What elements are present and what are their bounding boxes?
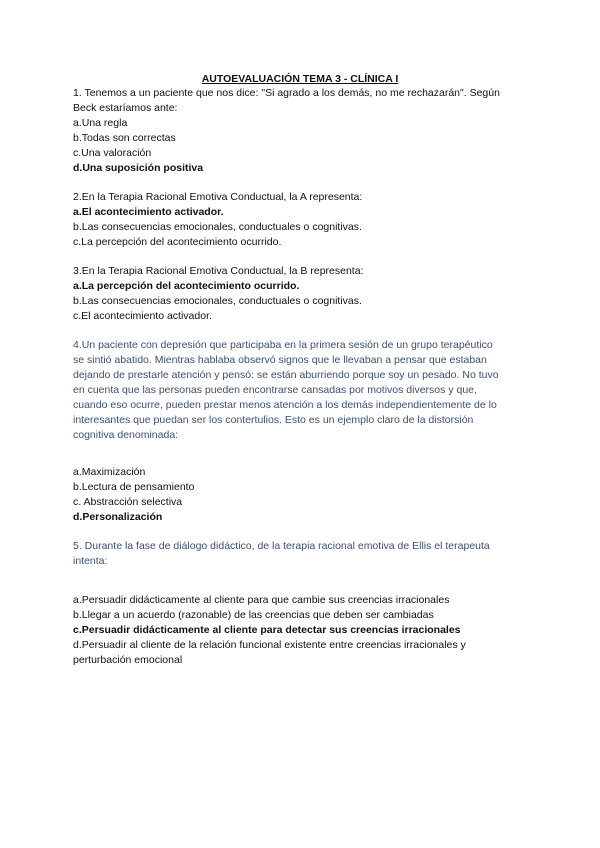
question-5-option-b: b.Llegar a un acuerdo (razonable) de las creencias que deben ser cambiadas xyxy=(73,609,434,621)
question-3-option-c: c.El acontecimiento activador. xyxy=(73,310,212,322)
question-4-text-line-4: en cuenta que las personas pueden encontrarse cansadas por motivos diversos y que, xyxy=(73,384,477,396)
question-4-text-line-5: cuando eso ocurre, pueden prestar menos atención a los demás independientemente de lo xyxy=(73,399,497,411)
question-1-option-d-correct: d.Una suposición positiva xyxy=(73,162,204,174)
question-2-option-c: c.La percepción del acontecimiento ocurrido. xyxy=(73,236,282,248)
question-4-text-line-7: cognitiva denominada: xyxy=(73,429,179,441)
question-1-option-c: c.Una valoración xyxy=(73,147,152,159)
question-2-option-b: b.Las consecuencias emocionales, conductuales o cognitivas. xyxy=(73,221,362,233)
question-5-option-d-line-1: d.Persuadir al cliente de la relación funcional existente entre creencias irracionales y xyxy=(73,639,466,651)
question-4-option-b: b.Lectura de pensamiento xyxy=(73,481,195,493)
question-1-text-line-1: 1. Tenemos a un paciente que nos dice: "Si agrado a los demás, no me rechazarán". Según xyxy=(73,87,500,99)
question-1-option-a: a.Una regla xyxy=(73,117,128,129)
question-2-option-a-correct: a.El acontecimiento activador. xyxy=(73,206,224,218)
question-4-text-line-2: se sintió abatido. Mientras hablaba observó signos que le llevaban a pensar que estaban xyxy=(73,354,487,366)
question-4-option-a: a.Maximización xyxy=(73,466,146,478)
question-5-option-c-correct: c.Persuadir didácticamente al cliente para detectar sus creencias irracionales xyxy=(73,624,461,636)
question-4-text-line-6: interesantes que puedan ser los contertulios. Esto es un ejemplo claro de la distorsión xyxy=(73,414,474,426)
question-4-text-line-1: 4.Un paciente con depresión que participaba en la primera sesión de un grupo terapéutico xyxy=(73,339,493,351)
question-3-text: 3.En la Terapia Racional Emotiva Conductual, la B representa: xyxy=(73,265,364,277)
question-3-option-b: b.Las consecuencias emocionales, conductuales o cognitivas. xyxy=(73,295,362,307)
document-title: AUTOEVALUACIÓN TEMA 3 - CLÍNICA I xyxy=(201,73,399,85)
question-5-text-line-2: intenta: xyxy=(73,555,108,567)
question-5-text-line-1: 5. Durante la fase de diálogo didáctico, de la terapia racional emotiva de Ellis el terapeuta xyxy=(73,540,490,552)
question-3-option-a-correct: a.La percepción del acontecimiento ocurrido. xyxy=(73,280,300,292)
question-5-option-a: a.Persuadir didácticamente al cliente para que cambie sus creencias irracionales xyxy=(73,594,450,606)
question-4-text-line-3: dejando de prestarle atención y pensó: se están aburriendo porque soy un pesado. No tuvo xyxy=(73,369,499,381)
question-5-option-d-line-2: perturbación emocional xyxy=(73,654,183,666)
question-4-option-d-correct: d.Personalización xyxy=(73,511,163,523)
question-4-option-c: c. Abstracción selectiva xyxy=(73,496,183,508)
question-1-text-line-2: Beck estaríamos ante: xyxy=(73,102,178,114)
question-1-option-b: b.Todas son correctas xyxy=(73,132,176,144)
question-2-text: 2.En la Terapia Racional Emotiva Conductual, la A representa: xyxy=(73,191,363,203)
